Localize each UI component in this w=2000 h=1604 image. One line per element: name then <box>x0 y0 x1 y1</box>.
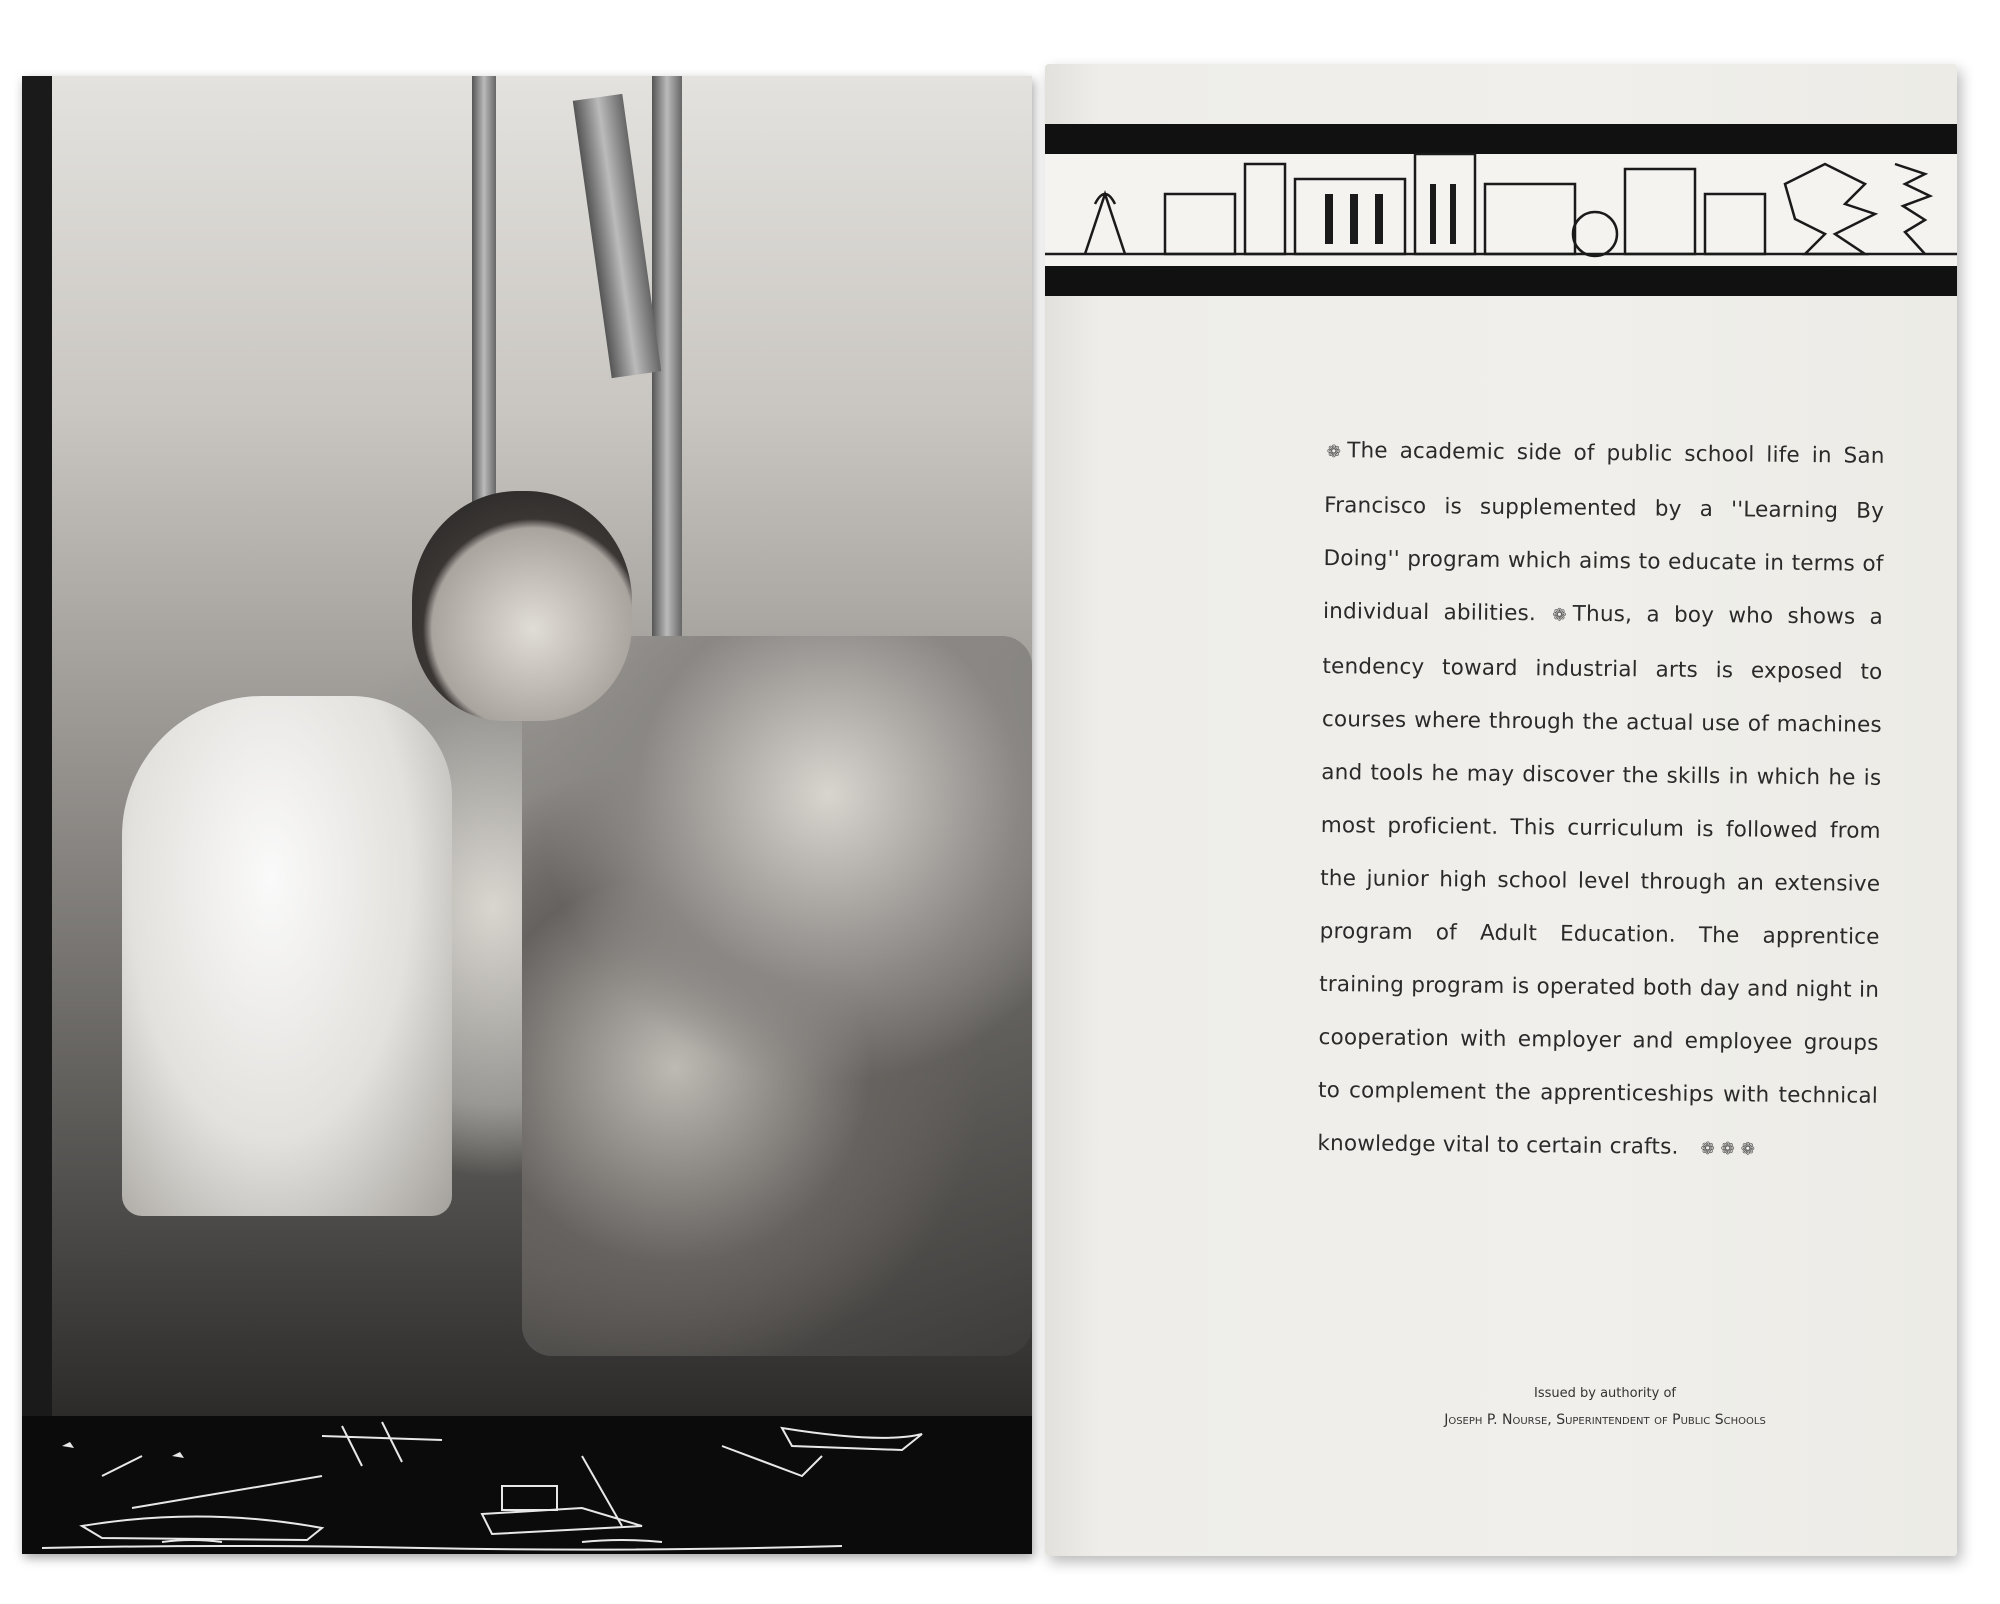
lathe-machine <box>522 636 1032 1356</box>
left-page <box>22 76 1032 1554</box>
fleuron-icon: ❁ <box>1326 442 1342 463</box>
photo-post <box>573 94 661 378</box>
harbor-boats-illustration <box>22 1416 1032 1554</box>
body-text-part1: The academic side of public school life in San Francisco is supplemented by a ''Learning By Doing'' program which aims to educate in terms of individual abilities. <box>1322 438 1885 627</box>
credit-line-1: Issued by authority of <box>1534 1386 1676 1401</box>
right-page <box>1045 64 1957 1556</box>
fleuron-icon: ❁ <box>1552 605 1567 626</box>
photo-post <box>652 76 682 676</box>
boy-figure <box>122 696 452 1216</box>
boy-head <box>412 491 632 721</box>
body-text-part2: Thus, a boy who shows a tendency toward industrial arts is exposed to courses where through the actual use of machines and tools he may discover the skills in which he is most proficient. This curriculum is followed from the junior high school level through an extensive program of Adult Education. The apprentice training program is operated both day and night in cooperation with employer and employee groups to complement the apprenticeships with technical knowledge vital to certain crafts. <box>1317 601 1884 1160</box>
fleuron-row-icon: ❁ ❁ ❁ <box>1700 1138 1756 1160</box>
body-paragraph <box>1317 424 1885 1178</box>
issuer-credit <box>1375 1381 1835 1433</box>
machine-shop-photo <box>52 76 1032 1416</box>
exposition-skyline-illustration <box>1045 124 1957 296</box>
credit-line-2: Joseph P. Nourse, Superintendent of Public Schools <box>1444 1412 1766 1428</box>
